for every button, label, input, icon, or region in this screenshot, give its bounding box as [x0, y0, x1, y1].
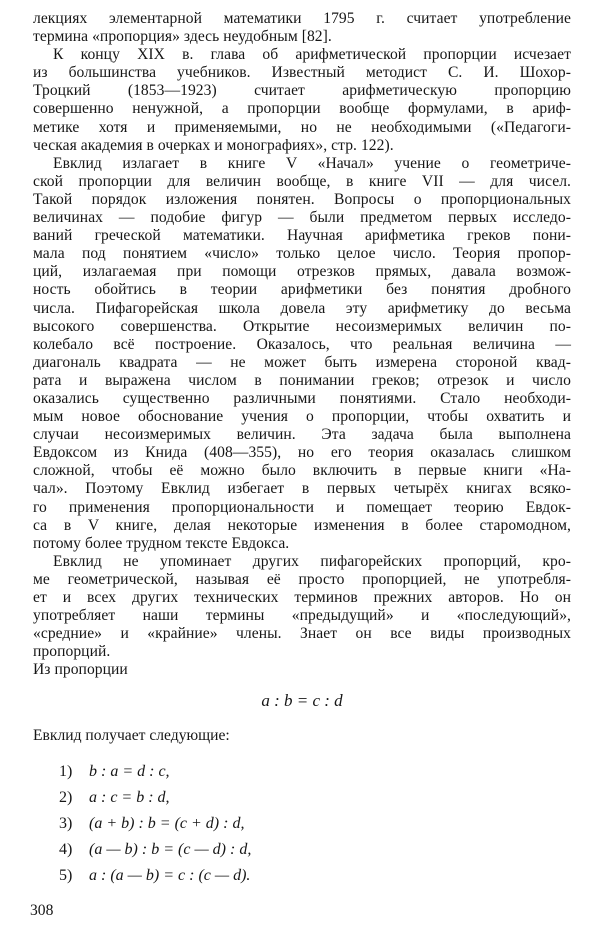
text-line: числа. Пифагорейская школа довела эту арифметику до весьма: [33, 299, 571, 317]
item-number: 2): [59, 789, 73, 807]
list-item: [33, 837, 571, 863]
text-line: употребляет наши термины «предыдущий» и «последующий»,: [33, 607, 571, 625]
text-line: Из пропорции: [33, 661, 128, 679]
text-line: высокого совершенства. Открытие несоизмеримых величин по-: [33, 317, 571, 335]
item-number: 5): [59, 867, 73, 885]
item-number: 3): [59, 815, 73, 833]
text-line: метике хотя и применяемыми, но не необходимыми («Педагоги-: [33, 118, 571, 136]
item-number: 4): [59, 841, 73, 859]
text-line: Такой порядок изложения понятен. Вопросы о пропорциональных: [33, 190, 571, 208]
text-line: лекциях элементарной математики 1795 г. считает употребление: [33, 10, 571, 27]
text-line: го применения пропорциональности и помещает теорию Евдок-: [33, 498, 571, 516]
text-line: рата и выражена числом в понимании греков; отрезок и число: [33, 371, 571, 389]
item-number: 1): [59, 763, 73, 781]
item-formula: b : a = d : c,: [89, 763, 170, 781]
derived-intro: Евклид получает следующие:: [33, 727, 230, 745]
item-formula: a : (a — b) = c : (c — d).: [89, 867, 251, 885]
text-line: ме геометрической, называя её просто пропорцией, не употребля-: [33, 570, 571, 588]
text-line: ской пропорции для величин вообще, в книге VII — для чисел.: [33, 172, 571, 190]
text-line: диагональ квадрата — не может быть измерена стороной квад-: [33, 353, 571, 371]
text-line: оказались существенно различными понятиями. Стало необходи-: [33, 389, 571, 407]
text-line: ность обойтись в теории арифметики без понятия дробного: [33, 281, 571, 299]
text-line: совершенно ненужной, а пропорции вообще формулами, в ариф-: [33, 100, 571, 118]
item-formula: (a + b) : b = (c + d) : d,: [89, 815, 245, 833]
paragraph: [33, 155, 571, 553]
text-line: К концу XIX в. глава об арифметической пропорции исчезает: [53, 46, 571, 64]
text-line: мала под понятием «число» только целое число. Теория пропор-: [33, 245, 571, 263]
text-line: са в V книге, делая некоторые изменения в более старомодном,: [33, 516, 571, 534]
paragraph: [33, 553, 571, 662]
text-line: сложной, чтобы её можно было включить в первые книги «На-: [33, 462, 571, 480]
text-line: потому более трудном тексте Евдокса.: [33, 534, 290, 552]
text-line: «средние» и «крайние» члены. Знает он все виды производных: [33, 625, 571, 643]
text-line: пропорций.: [33, 643, 111, 661]
item-formula: (a — b) : b = (c — d) : d,: [89, 841, 252, 859]
text-line: колебало всё построение. Оказалось, что реальная величина —: [33, 335, 571, 353]
paragraph: [33, 661, 571, 679]
text-line: ет и всех других технических терминов прежних авторов. Но он: [33, 589, 571, 606]
item-formula: a : c = b : d,: [89, 789, 170, 807]
list-item: [33, 863, 571, 889]
text-line: чал». Поэтому Евклид избегает в первых четырёх книгах всяко-: [33, 480, 571, 498]
derived-proportions-list: [33, 759, 571, 889]
text-body: [33, 10, 571, 679]
text-line: случаи несоизмеримых величин. Эта задача была выполнена: [33, 426, 571, 444]
text-line: ваний греческой математики. Научная арифметика греков пони-: [33, 227, 571, 245]
page-body: [33, 10, 571, 889]
list-item: [33, 811, 571, 837]
text-line: ций, излагаемая при помощи отрезков прямых, давала возмож-: [33, 263, 571, 281]
paragraph: [33, 10, 571, 46]
text-line: Троцкий (1853—1923) считает арифметическую пропорцию: [33, 82, 571, 100]
text-line: Евклид не упоминает других пифагорейских пропорций, кро-: [53, 552, 571, 570]
page-number: 308: [30, 902, 54, 919]
paragraph: [33, 46, 571, 155]
text-line: термина «пропорция» здесь неудобным [82].: [33, 28, 332, 46]
main-proportion-formula: a : b = c : d: [261, 691, 343, 711]
list-item: [33, 785, 571, 811]
list-item: [33, 759, 571, 785]
text-line: величинах — подобие фигур — были предметом первых исследо-: [33, 209, 571, 227]
text-line: ческая академия в очерках и монографиях», стр. 122).: [33, 136, 394, 154]
text-line: Евдоксом из Книда (408—355), но его теория оказалась слишком: [33, 444, 571, 462]
text-line: мым новое обоснование учения о пропорции, чтобы охватить и: [33, 408, 571, 426]
text-line: Евклид излагает в книге V «Начал» учение о геометриче-: [53, 154, 571, 172]
text-line: из большинства учебников. Известный методист С. И. Шохор-: [33, 64, 571, 82]
